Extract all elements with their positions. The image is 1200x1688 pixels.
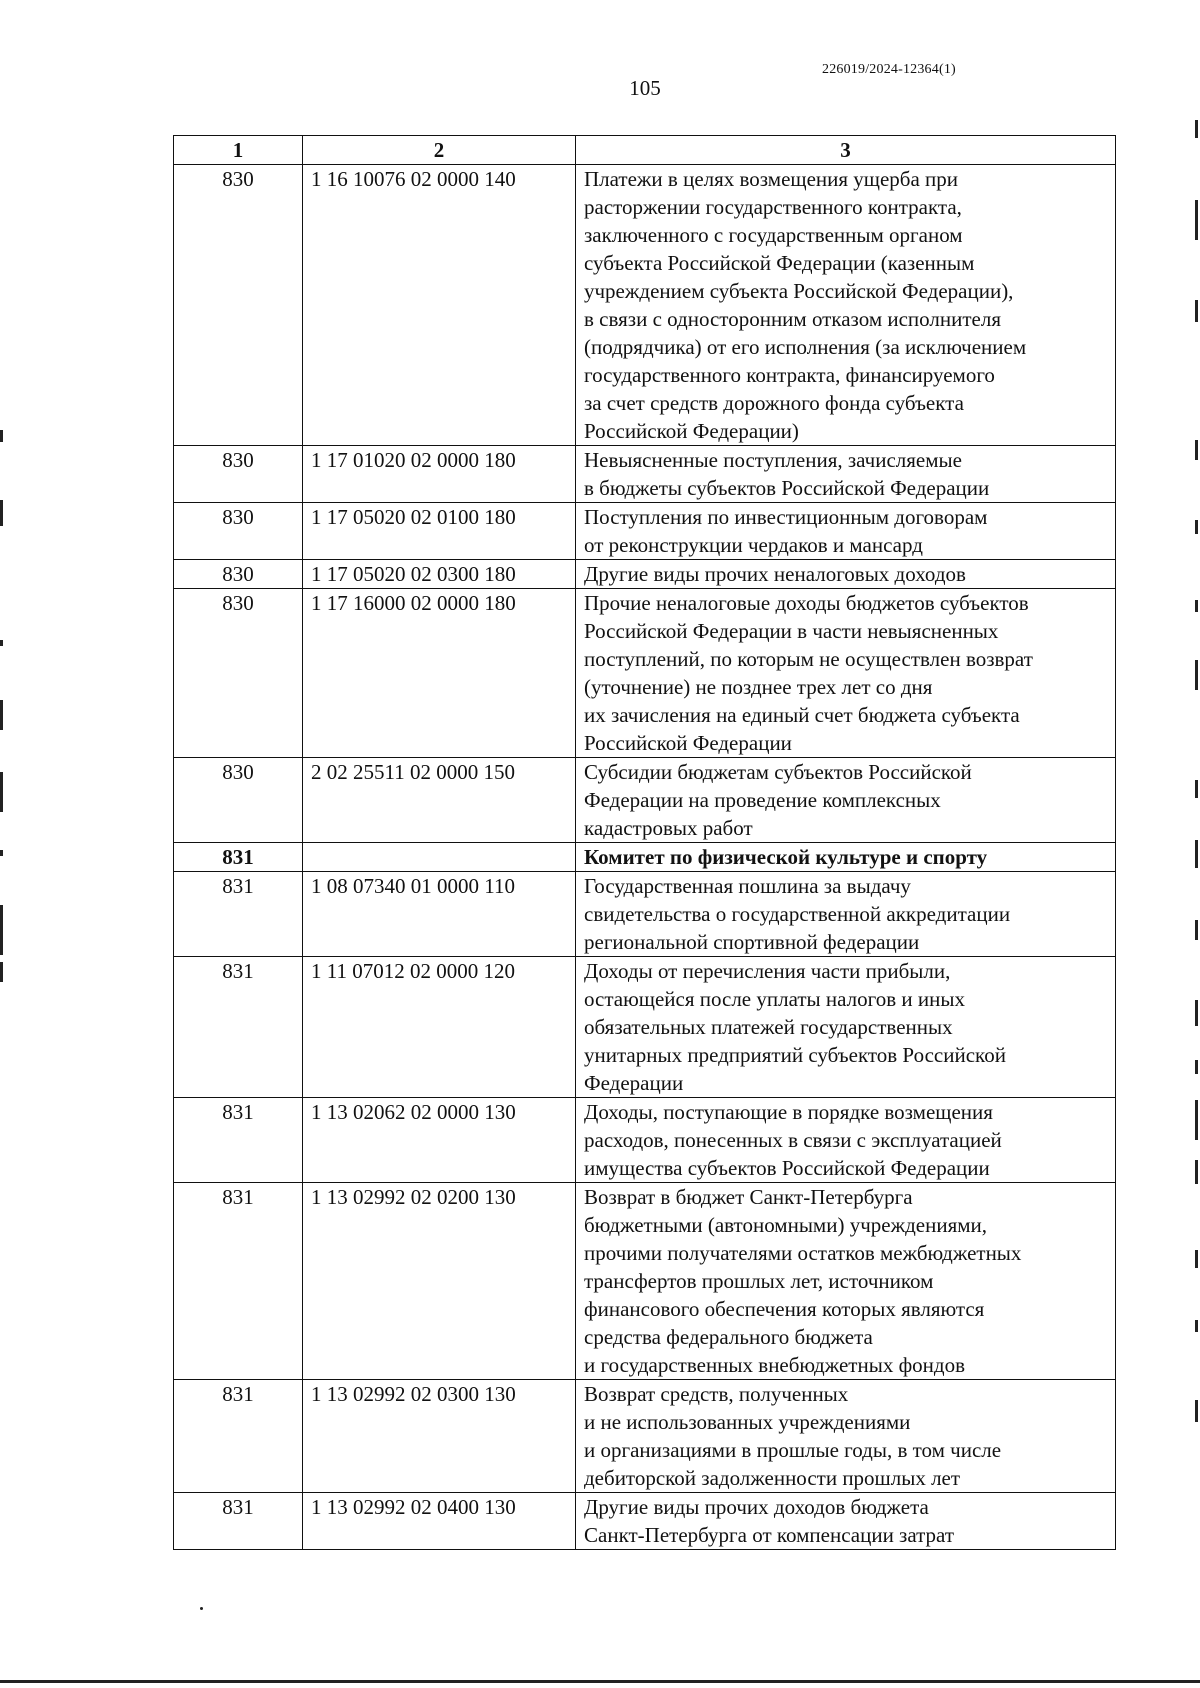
description-line: Доходы от перечисления части прибыли, <box>584 959 951 983</box>
table-header <box>174 136 1116 165</box>
description-line: Возврат в бюджет Санкт-Петербурга <box>584 1185 913 1209</box>
description-line: дебиторской задолженности прошлых лет <box>584 1466 961 1490</box>
scan-mark <box>1195 1000 1198 1026</box>
description-line: кадастровых работ <box>584 816 753 840</box>
description-line: Субсидии бюджетам субъектов Российской <box>584 760 972 784</box>
scan-mark <box>0 905 3 955</box>
scan-mark <box>0 850 3 856</box>
income-name-cell <box>576 1380 1116 1493</box>
description-line: Невыясненные поступления, зачисляемые <box>584 448 962 472</box>
description-line: финансового обеспечения которых являются <box>584 1297 985 1321</box>
budget-classification-code-cell: 1 16 10076 02 0000 140 <box>303 165 576 446</box>
income-name-cell <box>576 758 1116 843</box>
description-line: их зачисления на единый счет бюджета субъекта <box>584 703 1020 727</box>
document-registration-number: 226019/2024-12364(1) <box>822 62 956 77</box>
description-line: поступлений, по которым не осуществлен возврат <box>584 647 1033 671</box>
income-name-cell <box>576 503 1116 560</box>
description-line: субъекта Российской Федерации (казенным <box>584 251 975 275</box>
description-line: имущества субъектов Российской Федерации <box>584 1156 990 1180</box>
description-line: Поступления по инвестиционным договорам <box>584 505 988 529</box>
budget-classification-code-cell: 1 13 02992 02 0300 130 <box>303 1380 576 1493</box>
table-row <box>174 1098 1116 1183</box>
budget-classification-code-cell: 2 02 25511 02 0000 150 <box>303 758 576 843</box>
description-line: от реконструкции чердаков и мансард <box>584 533 923 557</box>
table-row <box>174 872 1116 957</box>
scan-edge-right <box>1192 0 1200 1688</box>
column-header-2: 2 <box>303 136 576 165</box>
income-name-cell <box>576 1493 1116 1550</box>
description-line: Другие виды прочих доходов бюджета <box>584 1495 929 1519</box>
table-row <box>174 1380 1116 1493</box>
budget-codes-table <box>173 135 1116 1550</box>
income-name-cell <box>576 872 1116 957</box>
description-line: Возврат средств, полученных <box>584 1382 849 1406</box>
section-title-cell <box>576 843 1116 872</box>
scan-mark <box>1195 520 1198 534</box>
income-name-cell <box>576 446 1116 503</box>
budget-classification-code-cell: 1 13 02992 02 0200 130 <box>303 1183 576 1380</box>
scan-edge-bottom <box>0 1680 1200 1683</box>
scan-mark <box>1195 780 1198 798</box>
description-line: унитарных предприятий субъектов Российской <box>584 1043 1006 1067</box>
admin-code-cell: 830 <box>174 560 303 589</box>
table-row <box>174 957 1116 1098</box>
description-line: обязательных платежей государственных <box>584 1015 953 1039</box>
column-header-3: 3 <box>576 136 1116 165</box>
admin-code-cell: 831 <box>174 872 303 957</box>
income-name-cell <box>576 165 1116 446</box>
budget-classification-code-cell <box>303 843 576 872</box>
table-row <box>174 758 1116 843</box>
admin-code-cell: 831 <box>174 1183 303 1380</box>
scan-mark <box>1195 200 1198 240</box>
description-line: расходов, понесенных в связи с эксплуатацией <box>584 1128 1002 1152</box>
description-line: Платежи в целях возмещения ущерба при <box>584 167 959 191</box>
scan-mark <box>1195 1060 1198 1074</box>
description-line: заключенного с государственным органом <box>584 223 963 247</box>
income-name-cell <box>576 589 1116 758</box>
budget-classification-code-cell: 1 17 16000 02 0000 180 <box>303 589 576 758</box>
scan-mark <box>0 700 3 730</box>
scan-mark <box>0 430 3 442</box>
description-line: в бюджеты субъектов Российской Федерации <box>584 476 990 500</box>
admin-code-cell: 830 <box>174 589 303 758</box>
description-line: Комитет по физической культуре и спорту <box>584 845 988 869</box>
budget-classification-code-cell: 1 17 01020 02 0000 180 <box>303 446 576 503</box>
description-line: Прочие неналоговые доходы бюджетов субъектов <box>584 591 1029 615</box>
description-line: и организациями в прошлые годы, в том числе <box>584 1438 1002 1462</box>
scan-mark <box>0 640 3 646</box>
income-name-cell <box>576 560 1116 589</box>
description-line: за счет средств дорожного фонда субъекта <box>584 391 964 415</box>
income-name-cell <box>576 957 1116 1098</box>
scan-mark <box>1195 1320 1198 1332</box>
scan-mark <box>1195 1100 1198 1140</box>
description-line: (уточнение) не позднее трех лет со дня <box>584 675 933 699</box>
scan-speck <box>200 1607 203 1610</box>
table-row <box>174 560 1116 589</box>
scan-mark <box>1195 300 1198 322</box>
description-line: трансфертов прошлых лет, источником <box>584 1269 934 1293</box>
scan-mark <box>1195 120 1198 138</box>
description-line: остающейся после уплаты налогов и иных <box>584 987 965 1011</box>
table-row <box>174 1183 1116 1380</box>
description-line: прочими получателями остатков межбюджетных <box>584 1241 1022 1265</box>
description-line: региональной спортивной федерации <box>584 930 920 954</box>
admin-code-cell: 831 <box>174 1380 303 1493</box>
table-row <box>174 446 1116 503</box>
budget-classification-code-cell: 1 11 07012 02 0000 120 <box>303 957 576 1098</box>
table-body <box>174 165 1116 1550</box>
admin-code-cell: 831 <box>174 843 303 872</box>
admin-code-cell: 830 <box>174 165 303 446</box>
scan-mark <box>0 500 3 526</box>
budget-classification-code-cell: 1 13 02062 02 0000 130 <box>303 1098 576 1183</box>
scan-mark <box>0 962 3 982</box>
budget-classification-code-cell: 1 17 05020 02 0300 180 <box>303 560 576 589</box>
scan-mark <box>1195 1250 1198 1268</box>
page-number: 105 <box>629 76 661 100</box>
income-name-cell <box>576 1183 1116 1380</box>
description-line: учреждением субъекта Российской Федерации), <box>584 279 1014 303</box>
description-line: Российской Федерации) <box>584 419 799 443</box>
admin-code-cell: 830 <box>174 503 303 560</box>
budget-classification-code-cell: 1 13 02992 02 0400 130 <box>303 1493 576 1550</box>
scan-mark <box>1195 920 1198 940</box>
description-line: Другие виды прочих неналоговых доходов <box>584 562 966 586</box>
income-name-cell <box>576 1098 1116 1183</box>
table-row <box>174 165 1116 446</box>
admin-code-cell: 831 <box>174 957 303 1098</box>
description-line: Санкт-Петербурга от компенсации затрат <box>584 1523 955 1547</box>
description-line: (подрядчика) от его исполнения (за исключением <box>584 335 1027 359</box>
description-line: бюджетными (автономными) учреждениями, <box>584 1213 988 1237</box>
scan-mark <box>1195 1400 1198 1422</box>
table-row <box>174 1493 1116 1550</box>
scan-edge-left <box>0 0 6 1688</box>
description-line: средства федерального бюджета <box>584 1325 873 1349</box>
description-line: Федерации на проведение комплексных <box>584 788 941 812</box>
budget-classification-code-cell: 1 17 05020 02 0100 180 <box>303 503 576 560</box>
description-line: Российской Федерации <box>584 731 792 755</box>
description-line: Российской Федерации в части невыясненных <box>584 619 999 643</box>
description-line: в связи с односторонним отказом исполнителя <box>584 307 1001 331</box>
admin-code-cell: 831 <box>174 1098 303 1183</box>
description-line: и не использованных учреждениями <box>584 1410 911 1434</box>
scan-mark <box>1195 1160 1198 1184</box>
scan-mark <box>1195 840 1198 868</box>
table-row <box>174 589 1116 758</box>
description-line: и государственных внебюджетных фондов <box>584 1353 966 1377</box>
scan-mark <box>1195 600 1198 612</box>
admin-code-cell: 830 <box>174 446 303 503</box>
description-line: Доходы, поступающие в порядке возмещения <box>584 1100 993 1124</box>
scan-mark <box>1195 440 1198 460</box>
description-line: расторжении государственного контракта, <box>584 195 962 219</box>
header-row <box>174 136 1116 165</box>
description-line: Федерации <box>584 1071 684 1095</box>
scan-mark <box>1195 660 1198 690</box>
scan-mark <box>0 772 3 812</box>
section-heading-row <box>174 843 1116 872</box>
description-line: Государственная пошлина за выдачу <box>584 874 911 898</box>
column-header-1: 1 <box>174 136 303 165</box>
admin-code-cell: 830 <box>174 758 303 843</box>
admin-code-cell: 831 <box>174 1493 303 1550</box>
description-line: государственного контракта, финансируемого <box>584 363 995 387</box>
description-line: свидетельства о государственной аккредитации <box>584 902 1011 926</box>
table-row <box>174 503 1116 560</box>
budget-classification-code-cell: 1 08 07340 01 0000 110 <box>303 872 576 957</box>
